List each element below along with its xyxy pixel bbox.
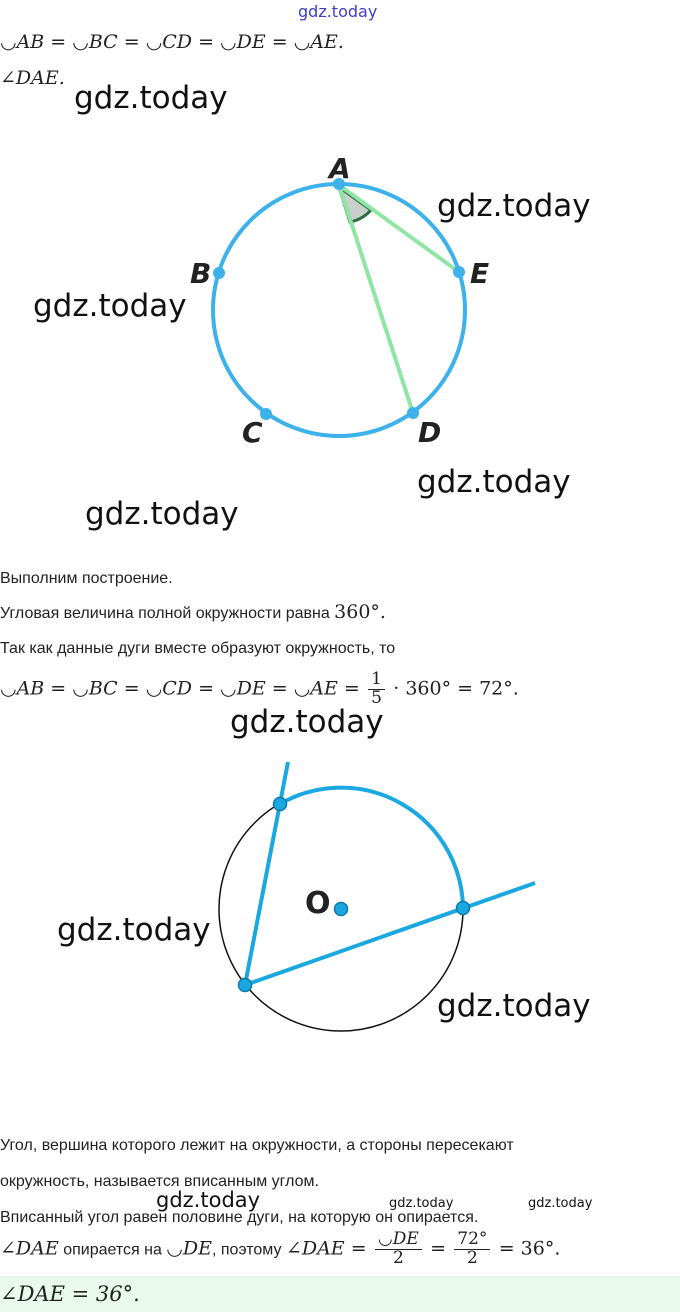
side-upper (245, 762, 288, 985)
side-lower (245, 883, 535, 985)
equation-arcs-right: · 360° = 72°. (393, 677, 519, 700)
watermark: gdz.today (74, 80, 228, 116)
final-rests-on: опирается на (58, 1241, 167, 1259)
fraction-72-half (454, 1231, 490, 1268)
theory-line-3: Вписанный угол равен половине дуги, на которую он опирается. (0, 1209, 479, 1226)
answer-line: ∠DAE = 36°. (0, 1282, 140, 1306)
figure-inscribed-angle (0, 750, 680, 1050)
fraction-den: 5 (371, 687, 382, 708)
label-d: D (418, 416, 442, 449)
center-point (335, 903, 348, 916)
label-a: A (329, 152, 351, 185)
point-b (213, 267, 225, 279)
equation-arcs-72 (0, 671, 519, 708)
theory-line-1: Угол, вершина которого лежит на окружности, а стороны пересекают (0, 1137, 514, 1154)
watermark: gdz.today (57, 912, 211, 948)
point-e (453, 266, 465, 278)
watermark: gdz.today (33, 288, 187, 324)
figure-pentagon-circle (0, 140, 680, 460)
intersection-lower (457, 902, 470, 915)
watermark-small: gdz.today (389, 1196, 454, 1211)
fraction-num: 1 (368, 671, 385, 690)
watermark-top: gdz.today (298, 2, 378, 21)
watermark: gdz.today (437, 188, 591, 224)
full-circle-value: 360°. (334, 601, 386, 623)
fraction-72-den: 2 (466, 1247, 478, 1268)
step-construct: Выполним построение. (0, 570, 173, 587)
arcs-equal-line: ◡AB = ◡BC = ◡CD = ◡DE = ◡AE. (0, 31, 344, 53)
final-therefore: , поэтому (211, 1241, 286, 1259)
find-angle-line: ∠DAE. (0, 67, 65, 89)
fraction-arc-num: ◡DE (375, 1231, 422, 1250)
final-angle-2: ∠DAE = (285, 1237, 367, 1260)
step-full-circle-text: Угловая величина полной окружности равна (0, 605, 335, 622)
fraction-arc-half (375, 1231, 422, 1268)
label-e: E (470, 257, 490, 290)
watermark: gdz.today (230, 704, 384, 740)
step-arcs-circle: Так как данные дуги вместе образуют окружность, то (0, 640, 396, 657)
fraction-arc-den: 2 (392, 1247, 404, 1268)
watermark-small: gdz.today (528, 1196, 593, 1211)
chord-ad (339, 185, 413, 413)
final-angle: ∠DAE (0, 1237, 59, 1260)
intersection-upper (274, 798, 287, 811)
watermark: gdz.today (85, 496, 239, 532)
final-result: = 36°. (498, 1237, 561, 1260)
theory-line-2: окружность, называется вписанным углом. (0, 1173, 319, 1190)
step-full-circle (0, 601, 386, 623)
watermark: gdz.today (417, 464, 571, 500)
equation-arcs-left: ◡AB = ◡BC = ◡CD = ◡DE = ◡AE = (0, 677, 360, 700)
circle-1 (213, 184, 465, 436)
watermark: gdz.today (437, 988, 591, 1024)
final-equation (0, 1231, 560, 1268)
label-c: C (242, 416, 263, 449)
fraction-one-fifth (368, 671, 385, 708)
final-arc: ◡DE (166, 1237, 212, 1260)
vertex-point (239, 979, 252, 992)
final-eq-sign: = (430, 1237, 446, 1260)
fraction-72-num: 72° (454, 1231, 490, 1250)
label-b: B (190, 257, 212, 290)
center-label: O (305, 886, 331, 921)
watermark: gdz.today (156, 1188, 261, 1212)
